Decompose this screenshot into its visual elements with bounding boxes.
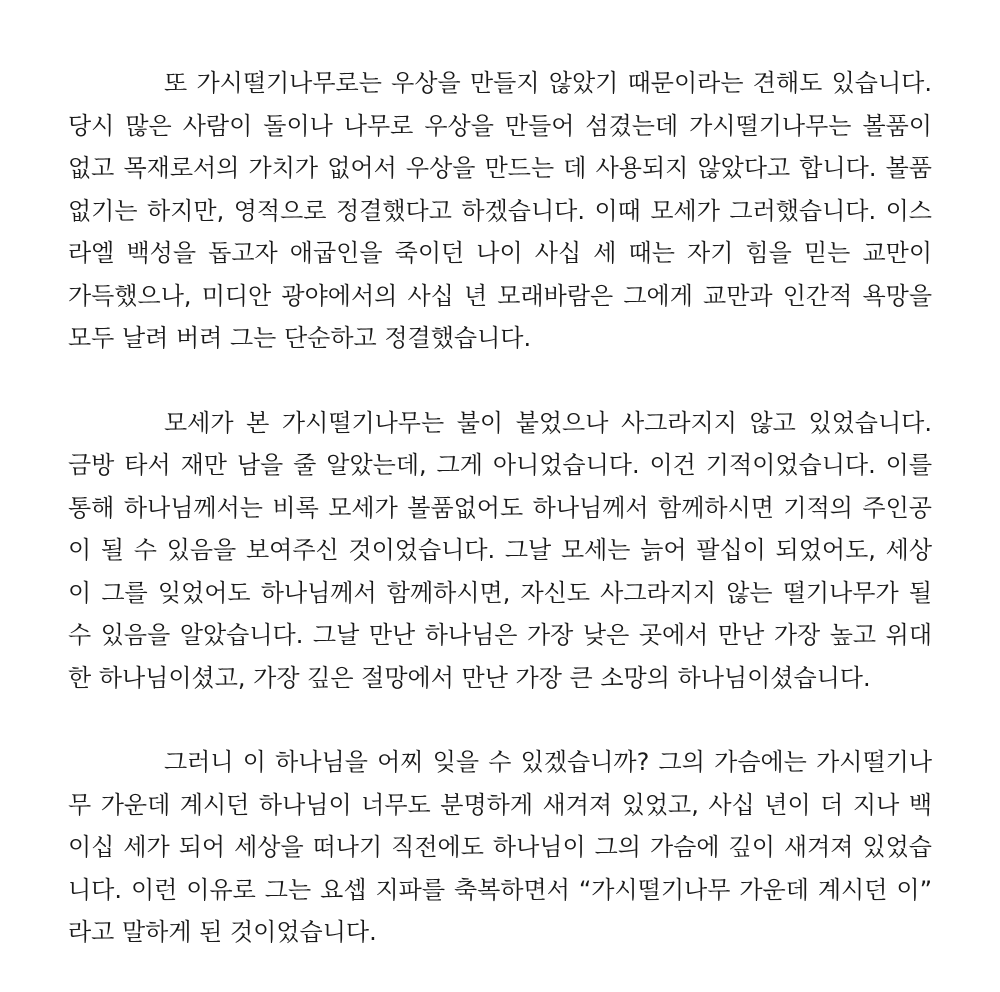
- text-line: 당시 많은 사람이 돌이나 나무로 우상을 만들어 섬겼는데 가시떨기나무는 볼품이: [68, 111, 932, 140]
- text-line: 한 하나님이셨고, 가장 깊은 절망에서 만난 가장 큰 소망의 하나님이셨습니다.: [68, 663, 871, 692]
- text-line: 이 그를 잊었어도 하나님께서 함께하시면, 자신도 사그라지지 않는 떨기나무가 될: [68, 578, 932, 607]
- paragraph-3: [68, 741, 932, 954]
- text-line: 이 될 수 있음을 보여주신 것이었습니다. 그날 모세는 늙어 팔십이 되었어도, 세상: [68, 536, 932, 564]
- text-line: 통해 하나님께서는 비록 모세가 볼품없어도 하나님께서 함께하시면 기적의 주인공: [68, 493, 932, 522]
- text-line: 없기는 하지만, 영적으로 정결했다고 하겠습니다. 이때 모세가 그러했습니다. 이스: [68, 196, 932, 225]
- text-line: 라엘 백성을 돕고자 애굽인을 죽이던 나이 사십 세 때는 자기 힘을 믿는 교만이: [68, 239, 932, 267]
- text-line: 그러니 이 하나님을 어찌 잊을 수 있겠습니까? 그의 가슴에는 가시떨기나: [164, 748, 932, 776]
- paragraph-gap: [68, 360, 932, 402]
- paragraph-1: [68, 62, 932, 360]
- text-line: 무 가운데 계시던 하나님이 너무도 분명하게 새겨져 있었고, 사십 년이 더 지나 백: [68, 790, 932, 819]
- text-line: 니다. 이런 이유로 그는 요셉 지파를 축복하면서 “가시떨기나무 가운데 계시던 이”: [68, 875, 932, 904]
- text-line: 라고 말하게 된 것이었습니다.: [68, 918, 377, 946]
- text-line: 없고 목재로서의 가치가 없어서 우상을 만드는 데 사용되지 않았다고 합니다. 볼품: [68, 154, 932, 182]
- paragraph-2: [68, 402, 932, 700]
- paragraph-gap: [68, 699, 932, 741]
- document-body: [68, 62, 932, 954]
- text-line: 또 가시떨기나무로는 우상을 만들지 않았기 때문이라는 견해도 있습니다.: [164, 69, 932, 97]
- text-line: 모두 날려 버려 그는 단순하고 정결했습니다.: [68, 324, 532, 352]
- text-line: 가득했으나, 미디안 광야에서의 사십 년 모래바람은 그에게 교만과 인간적 욕망을: [68, 281, 932, 310]
- text-line: 금방 타서 재만 남을 줄 알았는데, 그게 아니었습니다. 이건 기적이었습니다. 이를: [68, 451, 932, 479]
- text-line: 모세가 본 가시떨기나무는 불이 붙었으나 사그라지지 않고 있었습니다.: [164, 408, 932, 437]
- text-line: 수 있음을 알았습니다. 그날 만난 하나님은 가장 낮은 곳에서 만난 가장 높고 위대: [68, 621, 932, 649]
- text-line: 이십 세가 되어 세상을 떠나기 직전에도 하나님이 그의 가슴에 깊이 새겨져 있었습: [68, 833, 932, 861]
